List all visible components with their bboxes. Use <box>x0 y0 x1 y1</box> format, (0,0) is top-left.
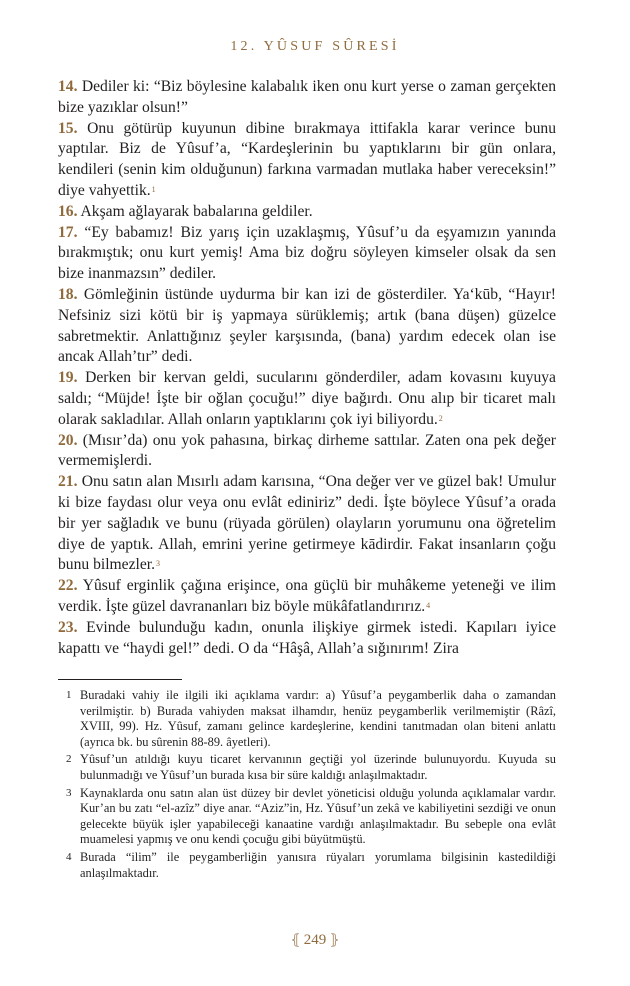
footnote-text: Kaynaklarda onu satın alan üst düzey bir devlet yöneticisi olduğu yolunda açıklamalar vardır. Kur’an bu zatı “el-azîz” diye anar. “Aziz”in, Hz. Yûsuf’un zekâ ve kabiliyetini sezdiği ve onun gelecekte büyük işler yapabileceği kanaatine vardığı anlaşılmaktadır. Bu sebeple ona evlât muamelesi yapmış ve onu kendi çocuğu gibi büyütmüştü. <box>80 785 556 847</box>
verse-text-block <box>58 77 556 659</box>
footnote-marker[interactable]: 3 <box>156 559 161 569</box>
verse-number: 17. <box>58 223 78 241</box>
footnote-marker[interactable]: 1 <box>151 184 156 194</box>
verse-text: Onu satın alan Mısırlı adam karısına, “Ona değer ver ve güzel bak! Umulur ki bize faydası olur veya onu evlât ediniriz” dedi. İşte böylece Yûsuf’a orada bir yer sağladık ve bunu (rüyada görülen) olayların yorumunu ona öğretelim diye de yaptık. Allah, emrini yerine getirmeye kādirdir. Fakat insanların çoğu bunu bilmezler. <box>58 473 556 574</box>
verse-17 <box>58 223 556 285</box>
footnote-text: Burada “ilim” ile peygamberliğin yanısıra rüyaları yorumlama bilgisinin kastedildiği anlaşılmaktadır. <box>80 849 556 880</box>
page-number-text: 249 <box>303 932 327 948</box>
footnote-number: 4 <box>66 850 72 863</box>
verse-22 <box>58 576 556 618</box>
footnote-2 <box>58 752 556 783</box>
verse-text: Yûsuf erginlik çağına erişince, ona güçlü bir muhâkeme yeteneği ve ilim verdik. İşte güzel davrananları biz böyle mükâfatlandırırız. <box>58 577 556 615</box>
verse-text: Onu götürüp kuyunun dibine bırakmaya ittifakla karar verince bunu yaptılar. Biz de Yûsuf’a, “Kardeşlerinin bu yaptıklarını bir gün onlara, kendileri (senin kim olduğunun) farkına varmadan mutlaka haber vereceksin!” diye vahyettik. <box>58 119 556 199</box>
verse-text: Akşam ağlayarak babalarına geldiler. <box>80 202 313 220</box>
ornament-left-icon: ⦃ <box>290 933 301 948</box>
verse-text: Gömleğinin üstünde uydurma bir kan izi de gösterdiler. Ya‘kūb, “Hayır! Nefsiniz sizi kötü bir iş yapmaya sürüklemiş; artık (bana düşen) güzelce sabretmektir. Anlattığınız şeyler karşısında, (bana) yardım edecek olan ise ancak Allah’tır” dedi. <box>58 285 556 366</box>
verse-number: 22. <box>58 577 78 595</box>
footnotes-block <box>58 688 556 883</box>
footnote-marker[interactable]: 2 <box>438 413 443 423</box>
verse-text: “Ey babamız! Biz yarış için uzaklaşmış, Yûsuf’u da eşyamızın yanında bırakmıştık; onu kurt yemiş! Ama biz doğru söyleyen kimseler olsak da sen bize inanmazsın” dediler. <box>58 223 556 283</box>
footnote-number: 1 <box>66 689 72 701</box>
footnote-text: Yûsuf’un atıldığı kuyu ticaret kervanının geçtiği yol üzerinde bulunuyordu. Kuyuda su bulunmadığı ve Yûsuf’un burada kısa bir süre kaldığı anlaşılmaktadır. <box>80 752 556 782</box>
verse-20 <box>58 431 556 473</box>
verse-text: (Mısır’da) onu yok pahasına, birkaç dirheme sattılar. Zaten ona pek değer vermemişlerdi. <box>58 431 556 470</box>
verse-14 <box>58 77 556 119</box>
verse-number: 16. <box>58 202 78 220</box>
verse-text: Evinde bulunduğu kadın, onunla ilişkiye girmek istedi. Kapıları iyice kapattı ve “haydi gel!” dedi. O da “Hâşâ, Allah’a sığınırım! Zira <box>58 618 556 657</box>
footnote-divider <box>58 679 182 680</box>
verse-18 <box>58 285 556 368</box>
footnote-number: 2 <box>66 753 72 766</box>
footnote-4 <box>58 850 556 881</box>
running-header: 12. YÛSUF SÛRESİ <box>230 39 400 54</box>
footnote-1 <box>58 688 556 750</box>
verse-23 <box>58 618 556 660</box>
footnote-marker[interactable]: 4 <box>426 600 431 610</box>
footnote-text: Buradaki vahiy ile ilgili iki açıklama vardır: a) Yûsuf’a peygamberlik daha o zamandan verilmiştir. b) Burada vahiyden maksat ilhamdır, henüz peygamberlik verilmemiştir (Râzî, XVIII, 99). Hz. Yûsuf, zamanı gelince kardeşlerine, kendini tanıtmadan olan biteni anlattı (ayrıca bk. bu sûrenin 88-89. âyetleri). <box>80 688 556 749</box>
verse-21 <box>58 472 556 576</box>
page-number <box>0 932 630 949</box>
verse-number: 15. <box>58 119 78 137</box>
footnote-number: 3 <box>66 786 72 799</box>
verse-number: 23. <box>58 618 78 636</box>
verse-number: 18. <box>58 285 78 303</box>
verse-16 <box>58 202 556 223</box>
verse-19 <box>58 368 556 430</box>
ornament-right-icon: ⦄ <box>329 933 340 948</box>
verse-text: Dediler ki: “Biz böylesine kalabalık iken onu kurt yerse o zaman gerçekten bize yazıklar olsun!” <box>58 78 556 116</box>
verse-15 <box>58 119 556 202</box>
verse-number: 20. <box>58 431 78 449</box>
verse-number: 21. <box>58 473 78 491</box>
verse-number: 14. <box>58 78 78 95</box>
footnote-3 <box>58 786 556 848</box>
verse-text: Derken bir kervan geldi, sucularını gönderdiler, adam kovasını kuyuya saldı; “Müjde! İşte bir oğlan çocuğu!” diye bağırdı. Onu alıp bir ticaret malı olarak sakladılar. Allah onların yaptıklarını çok iyi biliyordu. <box>58 369 556 428</box>
verse-number: 19. <box>58 369 78 387</box>
